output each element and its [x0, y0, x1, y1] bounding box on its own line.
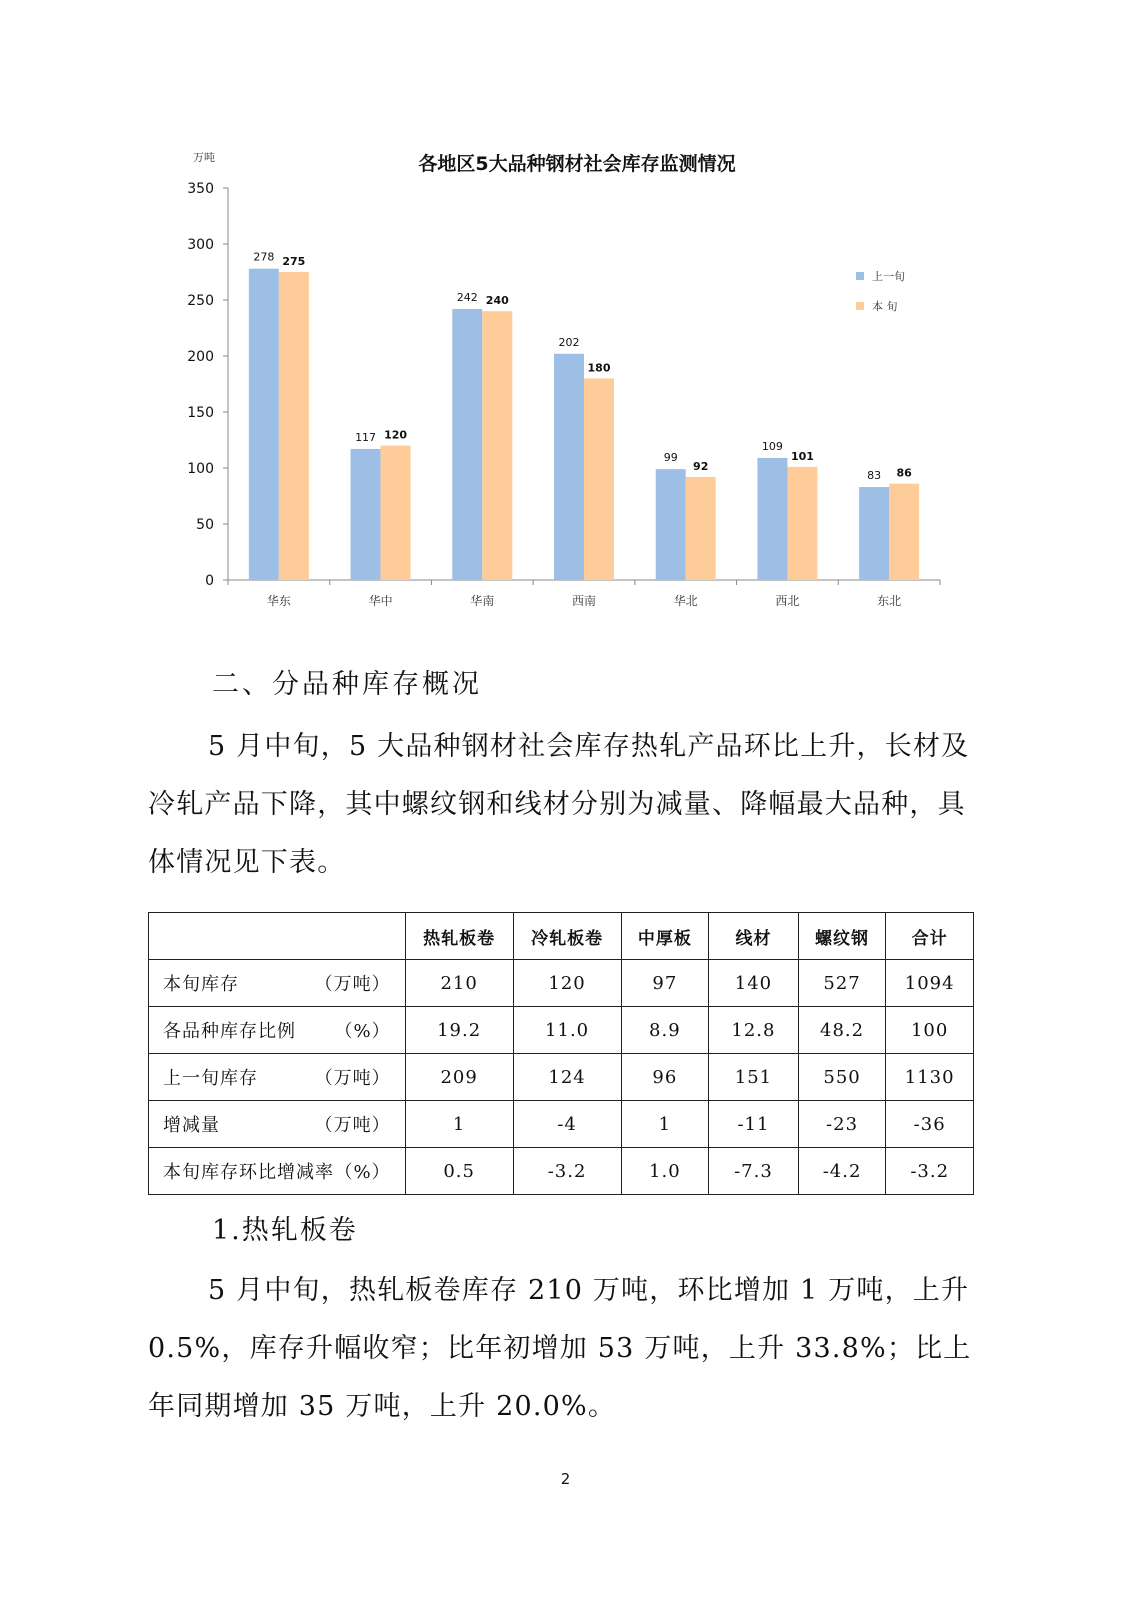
table-cell: 0.5 [405, 1148, 513, 1195]
table-cell: 11.0 [513, 1007, 621, 1054]
bar [787, 467, 817, 580]
table-cell: 96 [621, 1054, 709, 1101]
paragraph-hot-rolled: 5 月中旬，热轧板卷库存 210 万吨，环比增加 1 万吨，上升 0.5%，库存升幅收窄；比年初增加 53 万吨，上升 33.8%；比上年同期增加 35 万吨，上升 20.0%。 [148, 1275, 972, 1422]
table-cell: 1130 [886, 1054, 974, 1101]
table-cell: 1 [405, 1101, 513, 1148]
table-header-cell [149, 913, 406, 960]
y-tick-label: 0 [205, 573, 214, 589]
y-tick-label: 50 [196, 517, 214, 533]
row-unit: （万吨） [314, 1068, 391, 1089]
bar [656, 469, 686, 580]
bar [889, 484, 919, 580]
legend-label: 上一旬 [872, 270, 905, 283]
chart-title: 各地区5大品种钢材社会库存监测情况 [418, 153, 736, 175]
legend-swatch [856, 272, 864, 280]
data-label: 101 [790, 449, 814, 463]
bar [859, 487, 889, 580]
subsection-heading: 1.热轧板卷 [212, 1215, 358, 1246]
table-cell: 100 [886, 1007, 974, 1054]
bar [452, 309, 482, 580]
x-tick-label: 东北 [877, 594, 902, 608]
table-cell: 209 [405, 1054, 513, 1101]
legend-label: 本 旬 [872, 300, 898, 313]
x-tick-label: 西南 [571, 594, 597, 608]
table-cell: 550 [798, 1054, 886, 1101]
y-tick-label: 150 [187, 405, 214, 421]
table-cell: 48.2 [798, 1007, 886, 1054]
page-number: 2 [560, 1470, 571, 1488]
bar [482, 311, 512, 580]
data-label: 86 [896, 466, 912, 480]
x-tick-label: 华中 [368, 594, 393, 608]
data-label: 242 [456, 290, 478, 304]
table-cell: 19.2 [405, 1007, 513, 1054]
inventory-table [148, 912, 974, 1195]
row-label-cell [149, 1148, 406, 1195]
row-label-cell [149, 1007, 406, 1054]
table-cell: 527 [798, 960, 886, 1007]
data-label: 180 [587, 361, 611, 375]
x-tick-label: 西北 [775, 594, 800, 608]
table-header-cell: 冷轧板卷 [513, 913, 621, 960]
bar [584, 378, 614, 580]
table-cell: -3.2 [513, 1148, 621, 1195]
data-label: 275 [282, 255, 306, 268]
row-unit: （万吨） [314, 974, 391, 995]
table-cell: 140 [709, 960, 799, 1007]
table-cell: 210 [405, 960, 513, 1007]
bar [351, 449, 381, 580]
section-heading: 二、分品种库存概况 [212, 669, 482, 700]
x-tick-label: 华南 [470, 594, 495, 608]
bar [686, 477, 716, 580]
bar [757, 458, 787, 580]
data-label: 99 [663, 451, 678, 465]
table-header-cell: 合计 [886, 913, 974, 960]
table-row [149, 1007, 974, 1054]
row-label: 上一旬库存 [163, 1068, 258, 1089]
table-cell: 1094 [886, 960, 974, 1007]
data-label: 202 [558, 335, 580, 349]
y-tick-label: 200 [187, 349, 214, 365]
regional-inventory-bar-chart [180, 140, 980, 630]
table-cell: 12.8 [709, 1007, 799, 1054]
row-label-cell [149, 1054, 406, 1101]
table-header-cell: 线材 [709, 913, 799, 960]
bar [381, 446, 411, 580]
data-label: 240 [485, 294, 509, 308]
table-cell: -23 [798, 1101, 886, 1148]
row-label: 各品种库存比例 [163, 1021, 296, 1042]
data-label: 109 [761, 439, 783, 453]
table-header-cell: 热轧板卷 [405, 913, 513, 960]
row-label-cell [149, 1101, 406, 1148]
table-cell: -4.2 [798, 1148, 886, 1195]
table-cell: -3.2 [886, 1148, 974, 1195]
table-cell: -11 [709, 1101, 799, 1148]
table-cell: 97 [621, 960, 709, 1007]
data-label: 117 [355, 430, 377, 444]
table-cell: 124 [513, 1054, 621, 1101]
table-cell: 8.9 [621, 1007, 709, 1054]
bar [554, 354, 584, 580]
y-tick-label: 350 [187, 181, 214, 197]
table-row [149, 1148, 974, 1195]
x-tick-label: 华北 [673, 594, 698, 608]
table-header-cell: 中厚板 [621, 913, 709, 960]
table-cell: 151 [709, 1054, 799, 1101]
row-label: 本旬库存 [163, 974, 239, 995]
data-label: 92 [693, 459, 709, 473]
table-row [149, 1054, 974, 1101]
y-tick-label: 250 [187, 293, 214, 309]
table-row [149, 960, 974, 1007]
row-label-cell [149, 960, 406, 1007]
table-cell: 120 [513, 960, 621, 1007]
x-tick-label: 华东 [266, 594, 291, 608]
row-unit: （%） [334, 1021, 391, 1042]
table-row [149, 1101, 974, 1148]
table-cell: 1 [621, 1101, 709, 1148]
row-label: 增减量 [163, 1115, 220, 1136]
table-header-row [149, 913, 974, 960]
table-header-cell: 螺纹钢 [798, 913, 886, 960]
bar [279, 272, 309, 580]
y-tick-label: 100 [187, 461, 214, 477]
data-label: 83 [867, 469, 882, 483]
y-tick-label: 300 [187, 237, 214, 253]
table-cell: -4 [513, 1101, 621, 1148]
data-label: 120 [384, 428, 408, 442]
table-cell: 1.0 [621, 1148, 709, 1195]
row-unit: （万吨） [314, 1115, 391, 1136]
data-label: 278 [253, 250, 275, 264]
bar [249, 269, 279, 580]
table-cell: -7.3 [709, 1148, 799, 1195]
row-label: 本旬库存环比增减率 [163, 1162, 334, 1183]
paragraph-summary: 5 月中旬，5 大品种钢材社会库存热轧产品环比上升，长材及冷轧产品下降，其中螺纹钢和线材分别为减量、降幅最大品种，具体情况见下表。 [148, 731, 970, 878]
row-unit: （%） [334, 1162, 391, 1183]
y-axis-unit-label: 万吨 [193, 151, 215, 164]
table-cell: -36 [886, 1101, 974, 1148]
legend-swatch [856, 302, 864, 310]
